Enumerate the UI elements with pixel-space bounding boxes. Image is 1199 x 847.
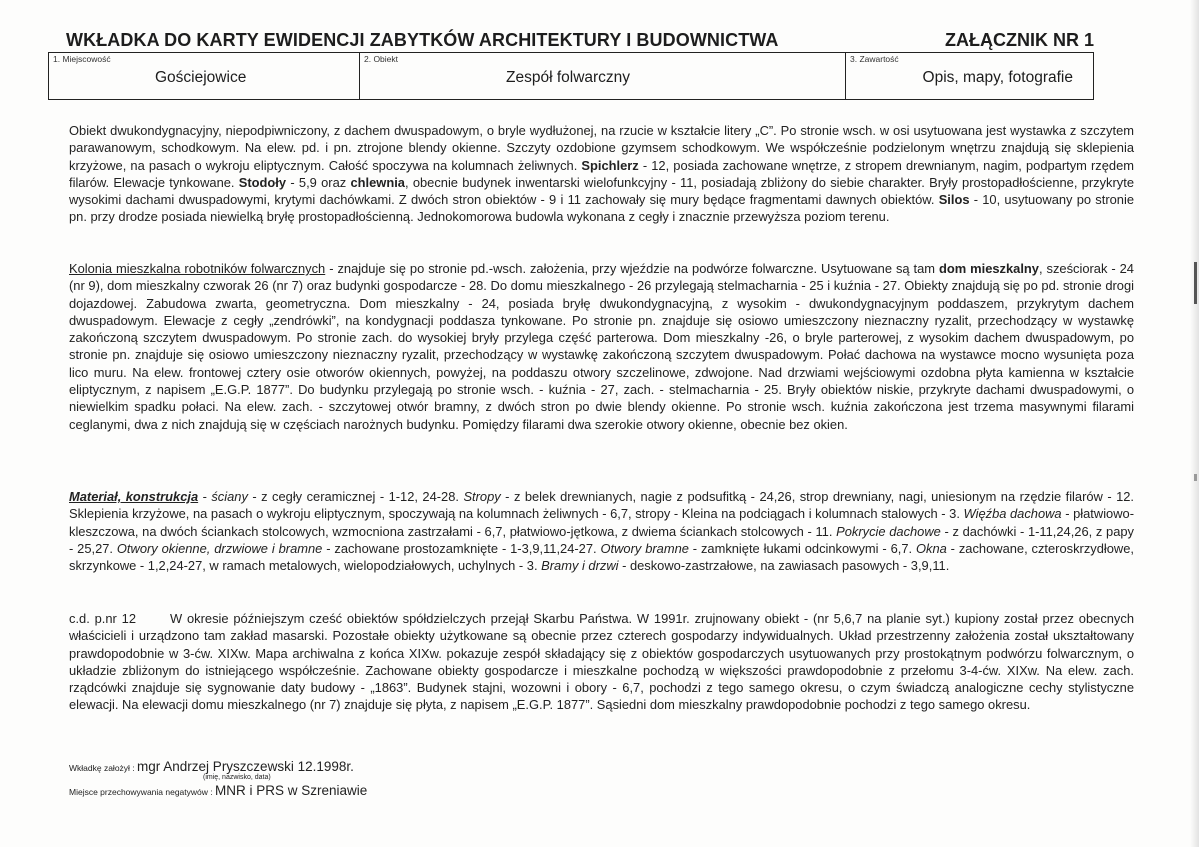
record-fields-table — [48, 52, 1094, 100]
author-label: Wkładkę założył : — [69, 763, 138, 773]
field-value: Zespół folwarczny — [506, 69, 631, 86]
term-piggery: chlewnia — [350, 174, 405, 190]
document-header — [48, 30, 1094, 52]
term-openings: Otwory okienne, drzwiowe i bramne — [116, 540, 323, 556]
materials-paragraph: Materiał, konstrukcja - ściany - z cegły ceramicznej - 1-12, 24-28. Stropy - z belek drewnianych, nagie z podsufitką - 24,26, strop drewniany, nagi, uniesionym na rzędzie filarów - 12. Sklepienia krzyżowe, na pasach o wykroju eliptycznym, spoczywają na kolumnach żeliwnych - 6,7, stropy - Kleina na podciągach i kolumnach stalowych - 3. Więźba dachowa - płatwiowo-kleszczowa, na dwóch ściankach stolcowych, wzmocniona zastrzałami - 6,7, płatwiowo-jętkowa, z dwiema ściankach stolcowych - 11. Pokrycie dachowe - z dachówki - 1-11,24,26, z papy - 25,27. Otwory okienne, drzwiowe i bramne - zachowane prostozamknięte - 1-3,9,11,24-27. Otwory bramne - zamknięte łukami odcinkowymi - 6,7. Okna - zachowane, czteroskrzydłowe, skrzynkowe - 1,2,24-27, w ramach metalowych, wielopodziałowych, uchylnych - 3. Bramy i drzwi - deskowo-zastrzałowe, na zawiasach pasowych - 3,9,11. — [69, 489, 1134, 574]
author-caption: (imię, nazwisko, data) — [203, 774, 271, 781]
term-gates-doors: Bramy i drzwi — [541, 558, 619, 574]
field-label: 1. Miejscowość — [53, 54, 111, 64]
field-value: Gościejowice — [155, 69, 247, 86]
section-heading: Materiał, konstrukcja — [69, 489, 199, 504]
field-locality — [49, 53, 359, 99]
term-windows: Okna — [915, 540, 947, 556]
field-value: Opis, mapy, fotografie — [922, 69, 1073, 86]
scan-mark — [1194, 262, 1197, 304]
term-roof-truss: Więźba dachowa — [963, 506, 1062, 522]
term-barns: Stodoły — [238, 174, 287, 190]
scan-mark — [1194, 474, 1197, 481]
field-label: 2. Obiekt — [364, 54, 399, 64]
scan-edge — [1190, 0, 1199, 847]
term-walls: ściany — [211, 489, 248, 504]
field-contents — [845, 53, 1093, 99]
term-gate-openings: Otwory bramne — [600, 540, 689, 556]
continuation-reference: c.d. p.nr 12 — [69, 611, 136, 626]
history-paragraph: c.d. p.nr 12 W okresie późniejszym cześć obiektów spółdzielczych przejął Skarbu Państwa. W 1991r. zrujnowany obiekt - (nr 5,6,7 na planie syt.) kupiony został przez obecnych właścicieli i urządzono tam zakład masarski. Pozostałe obiekty użytkowane są obecnie przez czterech gospodarzy indywidualnych. Układ przestrzenny założenia został ukształtowany prawdopodobnie w 3-ćw. XIXw. Mapa archiwalna z końca XIXw. pokazuje zespół składający się z obiektów gospodarczych usytuowanych przy prostokątnym podwórzu folwarcznym, o układzie zbliżonym do istniejącego współcześnie. Zachowane obiekty gospodarcze i mieszkalne pochodzą w większości prawdopodobnie z przełomu 3-4-ćw. XIXw. Na elew. zach. rządcówki znajduje się sygnowanie daty budowy - „1863”. Budynek stajni, wozowni i obory - 6,7, pochodzi z tego samego okresu, o czym świadczą analogiczne cechy stylistyczne elewacji. Na elewacji domu mieszkalnego (nr 7) znajduje się płyta, z napisem „E.G.P. 1877”. Sąsiedni dom mieszkalny prawdopodobnie pochodzi z tego samego okresu. — [69, 611, 1134, 713]
term-granary: Spichlerz — [581, 157, 639, 173]
storage-value: MNR i PRS w Szreniawie — [214, 783, 368, 798]
term-silo: Silos — [938, 192, 970, 208]
document-title: WKŁADKA DO KARTY EWIDENCJI ZABYTKÓW ARCHITEKTURY I BUDOWNICTWA — [66, 30, 779, 50]
workers-colony-paragraph: Kolonia mieszkalna robotników folwarcznych - znajduje się po stronie pd.-wsch. założenia, przy wjeździe na podwórze folwarczne. Usytuowane są tam dom mieszkalny, sześciorak - 24 (nr 9), dom mieszkalny czworak 26 (nr 7) oraz budynki gospodarcze - 28. Do domu mieszkalnego - 26 przylegają stelmacharnia - 25 i kuźnia - 27. Obiekty znajdują się po pd. stronie drogi dojazdowej. Zabudowa zwarta, geometryczna. Dom mieszkalny - 24, posiada bryłę dwukondygnacyjną, z wysokim - dwukondygnacyjnym poddaszem, przykrytym dachem dwuspadowym. Elewacje z cegły „zendrówki”, na kondygnacji poddasza tynkowane. Po stronie pn. znajduje się osiowo umieszczony nieznaczny ryzalit, przechodzący w wystawkę zakończoną szczytem dwuspadowym. Po stronie zach. do wysokiej bryły przylega część parterowa. Dom mieszkalny -26, o bryle parterowej, z wysokim dachem dwuspadowym, po stronie pn. znajduje się osiowo umieszczony nieznaczny ryzalit, przechodzący w wystawkę zakończoną szczytem dwuspadowym. Połać dachowa na wystawce mocno wysunięta poza lico muru. Na elew. frontowej cztery osie otworów okiennych, powyżej, na poddaszu otwory szczelinowe, zdwojone. Nad drzwiami wejściowymi ozdobna płyta kamienna w kształcie eliptycznym, z napisem „E.G.P. 1877”. Do budynku przylegają po stronie wsch. - kuźnia - 27, zach. - stelmacharnia - 25. Bryły obiektów niskie, przykryte dachami dwuspadowymi, o niewielkim spadku połaci. Na elew. zach. - szczytowej otwór bramny, z dwóch stron po dwie blendy okienne. Po stronie wsch. kuźnia zakończona jest trzema masywnymi filarami ceglanymi, dwa z nich znajdują się w częściach narożnych budynku. Pomiędzy filarami dwa szerokie otwory okienne, obecnie bez okien. — [69, 261, 1134, 432]
storage-line — [69, 782, 367, 800]
term-residential-house: dom mieszkalny — [939, 261, 1039, 276]
section-heading: Kolonia mieszkalna robotników folwarcznych — [69, 261, 326, 276]
annex-number: ZAŁĄCZNIK NR 1 — [945, 30, 1094, 50]
term-ceilings: Stropy — [463, 489, 501, 504]
storage-label: Miejsce przechowywania negatywów : — [69, 787, 215, 797]
field-label: 3. Zawartość — [850, 54, 899, 64]
author-value: mgr Andrzej Pryszczewski 12.1998r. — [137, 759, 354, 774]
term-roofing: Pokrycie dachowe — [836, 523, 941, 539]
field-object — [359, 53, 845, 99]
description-paragraph: Obiekt dwukondygnacyjny, niepodpiwniczony, z dachem dwuspadowym, o bryle wydłużonej, na rzucie w kształcie litery „C”. Po stronie wsch. w osi usytuowana jest wystawka z szczytem parawanowym, schodkowym. Na elew. pd. i pn. ztrojone blendy okienne. Szczyty ozdobione gzymsem schodkowym. We współcześnie podzielonym wnętrzu znajdują się sklepienia krzyżowe, na pasach o wykroju eliptycznym. Całość spoczywa na kolumnach żeliwnych. Spichlerz - 12, posiada zachowane wnętrze, z stropem drewnianym, nagim, podpartym rzędem filarów. Elewacje tynkowane. Stodoły - 5,9 oraz chlewnia, obecnie budynek inwentarski wielofunkcyjny - 11, posiadają zbliżony do siebie charakter. Bryły prostopadłościenne, przykryte wysokimi dachami dwuspadowymi, krytymi dachówkami. Z dwóch stron obiektów - 9 i 11 zachowały się mury będące fragmentami dawnych obiektów. Silos - 10, usytuowany po stronie pn. przy drodze posiada niewielką bryłę prostopadłościenną. Jednokomorowa budowla wykonana z cegły i znacznie przewyższa poziom terenu. — [69, 123, 1134, 225]
